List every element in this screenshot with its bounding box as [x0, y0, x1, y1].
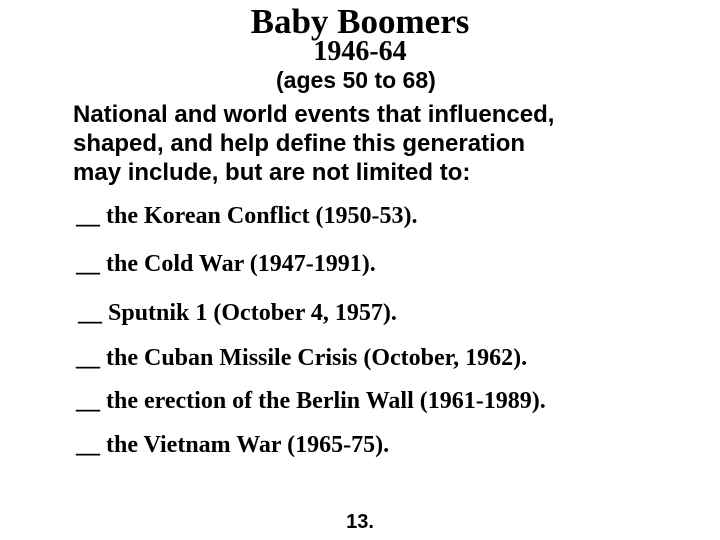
blank-marker: __	[78, 300, 102, 326]
intro-line: National and world events that influenced,	[73, 101, 555, 128]
blank-marker: __	[76, 432, 100, 458]
event-item-berlin-wall	[76, 386, 546, 416]
event-text: the Vietnam War (1965-75).	[106, 432, 390, 458]
event-text: the erection of the Berlin Wall (1961-1989).	[106, 388, 546, 414]
blank-marker: __	[76, 251, 100, 277]
blank-marker: __	[76, 345, 100, 371]
intro-paragraph	[73, 100, 693, 187]
event-item-cuban-missile-crisis	[76, 343, 527, 373]
generation-years: 1946-64	[313, 36, 407, 67]
blank-marker: __	[76, 388, 100, 414]
event-text: the Cuban Missile Crisis (October, 1962).	[106, 345, 528, 371]
event-item-korean-conflict	[76, 201, 418, 231]
page-number: 13.	[346, 511, 374, 533]
event-text: Sputnik 1 (October 4, 1957).	[108, 300, 397, 326]
event-item-cold-war	[76, 249, 376, 279]
generation-ages: (ages 50 to 68)	[276, 67, 436, 93]
intro-line: may include, but are not limited to:	[73, 159, 471, 186]
event-item-sputnik	[78, 298, 397, 328]
event-item-vietnam-war	[76, 430, 389, 460]
blank-marker: __	[76, 203, 100, 229]
intro-line: shaped, and help define this generation	[73, 130, 526, 157]
event-text: the Korean Conflict (1950-53).	[106, 203, 418, 229]
event-text: the Cold War (1947-1991).	[106, 251, 376, 277]
slide-title: Baby Boomers	[250, 2, 470, 41]
